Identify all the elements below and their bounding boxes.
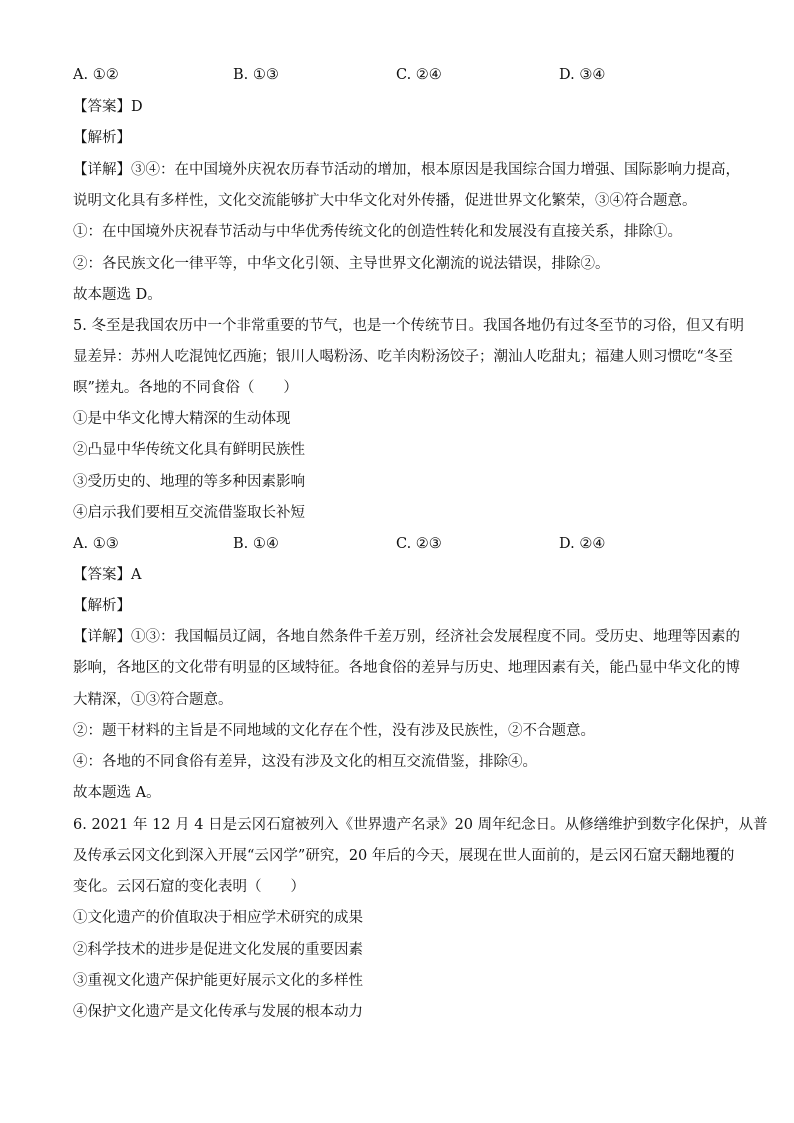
q5-analysis-heading: 【解析】 bbox=[73, 598, 131, 614]
q6-statement-2: ②科学技术的进步是促进文化发展的重要因素 bbox=[73, 942, 363, 958]
q6-stem-line-3: 变化。云冈石窟的变化表明（ ） bbox=[73, 879, 305, 895]
q5-stem-line-2: 显差异：苏州人吃混饨忆西施；银川人喝粉汤、吃羊肉粉汤饺子；潮汕人吃甜丸；福建人则习惯吃“冬至 bbox=[73, 349, 733, 365]
q5-statement-3: ③受历史的、地理的等多种因素影响 bbox=[73, 474, 305, 490]
q4-exclusion-1: ①：在中国境外庆祝春节活动与中华优秀传统文化的创造性转化和发展没有直接关系，排除①。 bbox=[73, 224, 682, 240]
q6-statement-4: ④保护文化遗产是文化传承与发展的根本动力 bbox=[73, 1004, 363, 1020]
q4-option-b: B. ①③ bbox=[233, 67, 279, 83]
q5-detail-line-2: 影响，各地区的文化带有明显的区域特征。各地食俗的差异与历史、地理因素有关，能凸显中华文化的博 bbox=[73, 660, 740, 676]
q5-statement-4: ④启示我们要相互交流借鉴取长补短 bbox=[73, 505, 305, 521]
q4-detail-line-2: 说明文化具有多样性，文化交流能够扩大中华文化对外传播，促进世界文化繁荣，③④符合题意。 bbox=[73, 193, 697, 209]
q5-detail-line-3: 大精深，①③符合题意。 bbox=[73, 692, 233, 708]
q4-detail-line-1: 【详解】③④：在中国境外庆祝农历春节活动的增加，根本原因是我国综合国力增强、国际影响力提高， bbox=[73, 162, 740, 178]
q5-detail-line-1: 【详解】①③：我国幅员辽阔，各地自然条件千差万别，经济社会发展程度不同。受历史、地理等因素的 bbox=[73, 629, 740, 645]
q4-analysis-heading: 【解析】 bbox=[73, 130, 131, 146]
q4-options bbox=[73, 65, 723, 85]
q4-option-c: C. ②④ bbox=[396, 67, 442, 83]
q6-statement-3: ③重视文化遗产保护能更好展示文化的多样性 bbox=[73, 973, 363, 989]
q5-options bbox=[73, 534, 723, 554]
q4-option-a: A. ①② bbox=[73, 67, 119, 83]
q5-answer: 【答案】A bbox=[73, 567, 142, 583]
q5-statement-1: ①是中华文化博大精深的生动体现 bbox=[73, 411, 291, 427]
q5-exclusion-2: ②：题干材料的主旨是不同地域的文化存在个性，没有涉及民族性，②不合题意。 bbox=[73, 723, 595, 739]
q5-stem-line-3: 暝”搓丸。各地的不同食俗（ ） bbox=[73, 380, 298, 396]
q5-stem-line-1: 5. 冬至是我国农历中一个非常重要的节气，也是一个传统节日。我国各地仍有过冬至节的习俗，但又有明 bbox=[73, 318, 744, 334]
q5-conclusion: 故本题选 A。 bbox=[73, 785, 161, 801]
q6-statement-1: ①文化遗产的价值取决于相应学术研究的成果 bbox=[73, 910, 363, 926]
q5-statement-2: ②凸显中华传统文化具有鲜明民族性 bbox=[73, 442, 305, 458]
q5-exclusion-4: ④：各地的不同食俗有差异，这没有涉及文化的相互交流借鉴，排除④。 bbox=[73, 754, 537, 770]
q5-option-b: B. ①④ bbox=[233, 536, 279, 552]
q5-option-a: A. ①③ bbox=[73, 536, 119, 552]
q4-exclusion-2: ②：各民族文化一律平等，中华文化引领、主导世界文化潮流的说法错误，排除②。 bbox=[73, 256, 610, 272]
q4-answer: 【答案】D bbox=[73, 99, 143, 115]
q5-option-c: C. ②③ bbox=[396, 536, 442, 552]
q6-stem-line-2: 及传承云冈文化到深入开展“云冈学”研究，20 年后的今天，展现在世人面前的，是云冈石窟天翻地覆的 bbox=[73, 848, 735, 864]
q4-option-d: D. ③④ bbox=[559, 67, 606, 83]
q6-stem-line-1: 6. 2021 年 12 月 4 日是云冈石窟被列入《世界遗产名录》20 周年纪念日。从修缮维护到数字化保护，从普 bbox=[73, 817, 768, 833]
q4-conclusion: 故本题选 D。 bbox=[73, 287, 162, 303]
q5-option-d: D. ②④ bbox=[559, 536, 606, 552]
